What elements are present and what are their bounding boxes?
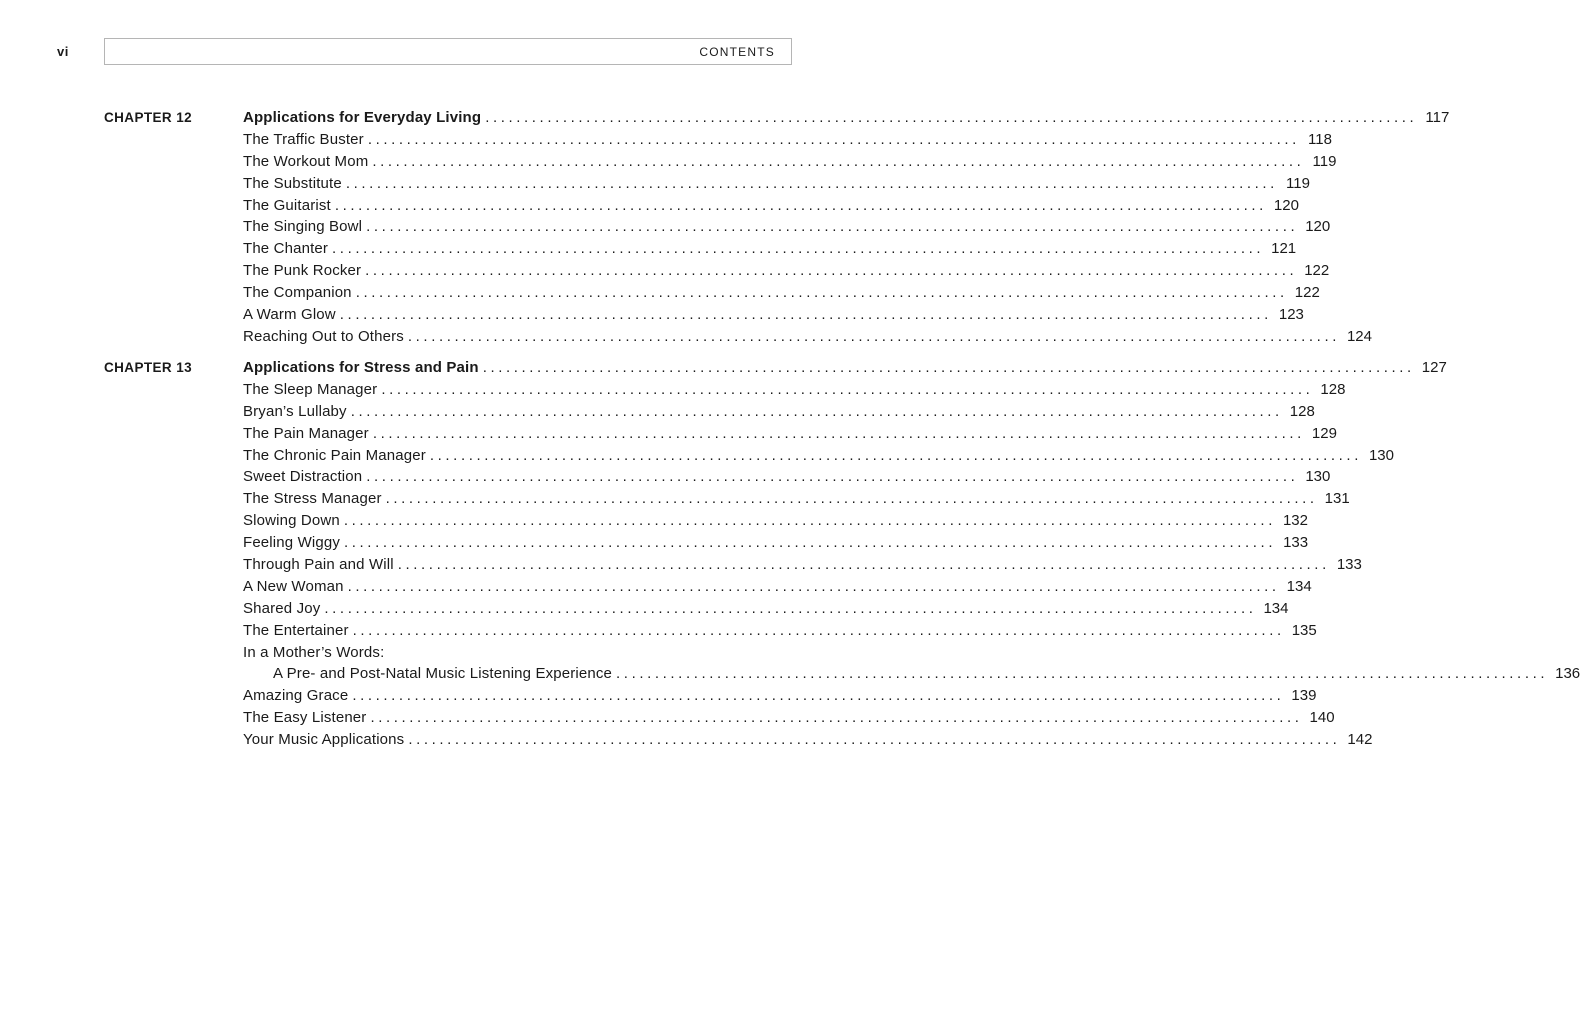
toc-entry	[243, 620, 1317, 642]
toc-entry-page-number: 127	[1421, 359, 1447, 376]
toc-entry-page-number: 129	[1311, 424, 1337, 442]
toc-entry-title: The Traffic Buster	[243, 130, 364, 148]
toc-entry-title: The Easy Listener	[243, 709, 367, 727]
toc-entry	[243, 195, 1299, 217]
toc-entry-list	[243, 357, 1580, 751]
toc-entry-page-number: 142	[1347, 731, 1373, 749]
toc-entry	[243, 357, 1447, 379]
toc-entry	[243, 282, 1320, 304]
toc-entry-title: The Punk Rocker	[243, 262, 362, 280]
toc-entry	[243, 685, 1317, 707]
toc-entry-title: The Sleep Manager	[243, 380, 378, 398]
toc-entry-page-number: 120	[1305, 218, 1331, 236]
dot-leader: ........................................................................................................................	[616, 665, 1549, 683]
dot-leader: ........................................................................................................................	[429, 446, 1362, 464]
dot-leader: ........................................................................................................................	[352, 621, 1285, 639]
dot-leader: ........................................................................................................................	[385, 490, 1318, 508]
toc-entry-page-number: 119	[1286, 174, 1310, 192]
toc-entry-title: The Workout Mom	[243, 152, 369, 170]
dot-leader: ........................................................................................................................	[347, 577, 1280, 595]
toc-entry-title: The Companion	[243, 284, 352, 302]
toc-entry	[243, 532, 1309, 554]
toc-entry-title: The Substitute	[243, 174, 342, 192]
toc-entry	[243, 554, 1362, 576]
toc-entry-page-number: 133	[1336, 556, 1362, 574]
toc-entry-title: Applications for Everyday Living	[243, 109, 482, 126]
toc-entry-page-number: 131	[1324, 490, 1350, 508]
running-header	[104, 38, 792, 65]
dot-leader: ........................................................................................................................	[408, 731, 1341, 749]
toc-entry-title: The Singing Bowl	[243, 218, 363, 236]
dot-leader: ........................................................................................................................	[344, 534, 1277, 552]
toc-entry-page-number: 120	[1273, 196, 1299, 214]
toc-entry-title: The Guitarist	[243, 196, 331, 214]
toc-entry	[243, 107, 1450, 129]
toc-entry-title: The Chronic Pain Manager	[243, 446, 426, 464]
toc-entry	[243, 238, 1297, 260]
toc-entry-title: The Pain Manager	[243, 424, 369, 442]
toc-entry-page-number: 117	[1425, 109, 1450, 126]
toc-entry	[243, 401, 1315, 423]
toc-entry-page-number: 134	[1286, 577, 1312, 595]
toc-entry-list	[243, 107, 1450, 348]
toc-entry-page-number: 128	[1320, 380, 1346, 398]
toc-entry-title: A Warm Glow	[243, 306, 336, 324]
dot-leader: ........................................................................................................................	[343, 512, 1276, 530]
dot-leader: ........................................................................................................................	[339, 306, 1272, 324]
dot-leader: ........................................................................................................................	[381, 380, 1314, 398]
toc-entry-page-number: 139	[1291, 687, 1317, 705]
dot-leader: ........................................................................................................................	[350, 402, 1283, 420]
toc-entry-page-number: 130	[1305, 468, 1331, 486]
dot-leader: ........................................................................................................................	[324, 599, 1257, 617]
toc-entry-page-number: 119	[1312, 152, 1337, 170]
toc-entry-title: Feeling Wiggy	[243, 534, 340, 552]
toc-entry-title: Your Music Applications	[243, 731, 405, 749]
toc-entry-title: Amazing Grace	[243, 687, 349, 705]
toc-entry-title: A New Woman	[243, 577, 344, 595]
toc-entry-page-number: 121	[1271, 240, 1297, 258]
toc-entry-page-number: 132	[1282, 512, 1308, 530]
toc-entry-page-number: 130	[1368, 446, 1394, 464]
toc-entry	[243, 379, 1346, 401]
toc-entry-title: The Entertainer	[243, 621, 349, 639]
toc-entry	[243, 510, 1308, 532]
dot-leader: ........................................................................................................................	[370, 709, 1303, 727]
toc-entry	[243, 151, 1337, 173]
toc-entry-title: A Pre- and Post-Natal Music Listening Experience	[273, 665, 613, 683]
toc-entry	[243, 173, 1310, 195]
dot-leader: ........................................................................................................................	[482, 359, 1415, 376]
dot-leader: ........................................................................................................................	[397, 556, 1330, 574]
toc-entry	[243, 326, 1372, 348]
toc-entry	[243, 423, 1337, 445]
toc-entry	[243, 260, 1330, 282]
toc-entry	[243, 598, 1289, 620]
toc-entry-title: Slowing Down	[243, 512, 340, 530]
toc-entry-page-number: 124	[1346, 327, 1372, 345]
toc-entry	[243, 466, 1331, 488]
toc-entry-title: Reaching Out to Others	[243, 327, 404, 345]
dot-leader: ........................................................................................................................	[366, 218, 1299, 236]
dot-leader: ........................................................................................................................	[366, 468, 1299, 486]
toc-entry-page-number: 135	[1291, 621, 1317, 639]
toc-entry	[243, 663, 1580, 685]
toc-entry-title: Applications for Stress and Pain	[243, 359, 479, 376]
toc-entry-title: In a Mother’s Words:	[243, 643, 385, 661]
chapter-label: CHAPTER 13	[104, 360, 193, 375]
toc-entry-page-number: 134	[1263, 599, 1289, 617]
toc-entry-page-number: 128	[1289, 402, 1315, 420]
toc-entry-title: Through Pain and Will	[243, 556, 394, 574]
dot-leader: ........................................................................................................................	[352, 687, 1285, 705]
toc-entry	[243, 707, 1335, 729]
dot-leader: ........................................................................................................................	[367, 130, 1300, 148]
dot-leader: ........................................................................................................................	[407, 327, 1340, 345]
dot-leader: ........................................................................................................................	[334, 196, 1267, 214]
toc-entry-title: The Stress Manager	[243, 490, 382, 508]
page-number: vi	[57, 44, 69, 59]
toc-entry	[243, 642, 788, 664]
toc-entry	[243, 216, 1331, 238]
dot-leader: ........................................................................................................................	[355, 284, 1288, 302]
toc-entry-page-number: 122	[1294, 284, 1320, 302]
toc-entry	[243, 445, 1394, 467]
toc-entry-page-number: 133	[1283, 534, 1309, 552]
dot-leader: ........................................................................................................................	[332, 240, 1265, 258]
chapter-label: CHAPTER 12	[104, 110, 193, 125]
toc-entry-title: Bryan’s Lullaby	[243, 402, 347, 420]
toc-entry-title: Sweet Distraction	[243, 468, 363, 486]
toc-entry-page-number: 136	[1555, 665, 1580, 683]
toc-entry	[243, 129, 1332, 151]
toc-entry	[243, 729, 1373, 751]
toc-entry-page-number: 140	[1309, 709, 1335, 727]
running-title: CONTENTS	[699, 45, 775, 59]
toc-entry	[243, 488, 1350, 510]
toc-entry-page-number: 122	[1304, 262, 1330, 280]
toc-entry-title: The Chanter	[243, 240, 329, 258]
toc-entry-page-number: 123	[1278, 306, 1304, 324]
toc-entry	[243, 576, 1312, 598]
dot-leader: ........................................................................................................................	[345, 174, 1278, 192]
dot-leader: ........................................................................................................................	[372, 424, 1305, 442]
toc-entry	[243, 304, 1304, 326]
dot-leader: ........................................................................................................................	[365, 262, 1298, 280]
dot-leader: ........................................................................................................................	[372, 152, 1305, 170]
toc-entry-page-number: 118	[1308, 130, 1332, 148]
toc-entry-title: Shared Joy	[243, 599, 321, 617]
dot-leader: ........................................................................................................................	[485, 109, 1418, 126]
